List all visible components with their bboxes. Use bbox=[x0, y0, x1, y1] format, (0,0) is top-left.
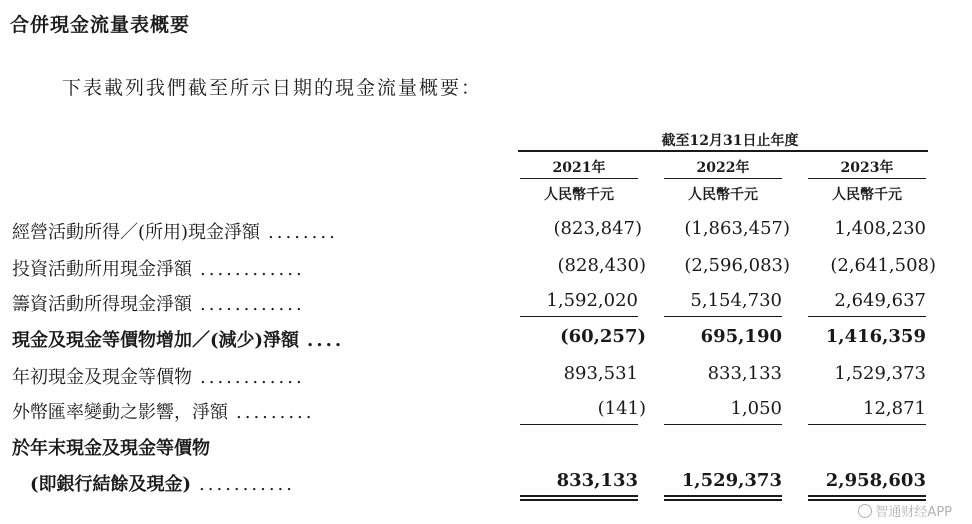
row-label: 於年末現金及現金等價物 bbox=[12, 438, 210, 459]
total-double-rule bbox=[664, 495, 782, 497]
row-value: (823,847) bbox=[553, 218, 642, 239]
intro-text: 下表載列我們截至所示日期的現金流量概要： bbox=[62, 77, 483, 99]
row-label: 經營活動所得／(所用)現金淨額 bbox=[12, 222, 261, 243]
row-label: 年初現金及現金等價物 bbox=[12, 367, 192, 388]
page-title: 合併現金流量表概要 bbox=[10, 14, 191, 36]
subtotal-rule bbox=[520, 316, 638, 317]
row-value: 1,050 bbox=[730, 398, 782, 419]
row-value: (828,430) bbox=[557, 255, 646, 276]
leader-dots: .... bbox=[307, 330, 345, 351]
row-value: 1,416,359 bbox=[825, 326, 926, 347]
total-double-rule bbox=[520, 499, 638, 501]
col-year-rule bbox=[664, 178, 782, 179]
subtotal-rule bbox=[664, 316, 782, 317]
col-unit-2021: 人民幣千元 bbox=[544, 187, 614, 203]
row-value: (141) bbox=[597, 398, 646, 419]
leader-dots: ......... bbox=[236, 402, 315, 423]
row-value: 5,154,730 bbox=[690, 290, 782, 311]
row-value: 1,408,230 bbox=[834, 218, 926, 239]
row-value: 695,190 bbox=[700, 326, 782, 347]
subtotal-rule bbox=[808, 316, 926, 317]
col-year-rule bbox=[808, 178, 926, 179]
col-year-2022: 2022年 bbox=[696, 160, 750, 176]
row-value: 1,529,373 bbox=[834, 363, 926, 384]
row-label: 投資活動所用現金淨額 bbox=[12, 259, 192, 280]
subtotal-rule bbox=[664, 424, 782, 425]
row-value: 833,133 bbox=[556, 470, 638, 491]
row-value: 1,592,020 bbox=[546, 290, 638, 311]
leader-dots: ........... bbox=[199, 474, 295, 495]
row-value: (60,257) bbox=[560, 326, 646, 347]
row-label: 外幣匯率變動之影響，淨額 bbox=[12, 402, 228, 423]
row-value: (2,641,508) bbox=[830, 255, 936, 276]
period-header: 截至12月31日止年度 bbox=[661, 133, 799, 149]
row-value: 1,529,373 bbox=[681, 470, 782, 491]
row-value: 2,649,637 bbox=[834, 290, 926, 311]
row-label: 現金及現金等價物增加／(減少)淨額 bbox=[12, 330, 300, 351]
row-label: (即銀行結餘及現金) bbox=[30, 474, 192, 495]
leader-dots: ........ bbox=[268, 222, 338, 243]
leader-dots: ............ bbox=[200, 259, 305, 280]
col-year-2023: 2023年 bbox=[840, 160, 894, 176]
watermark-text: 智通财经APP bbox=[875, 505, 952, 520]
watermark bbox=[858, 501, 952, 520]
col-unit-2023: 人民幣千元 bbox=[832, 187, 902, 203]
col-year-rule bbox=[520, 178, 638, 179]
row-value: 12,871 bbox=[863, 398, 926, 419]
row-value: 833,133 bbox=[707, 363, 782, 384]
row-value: 2,958,603 bbox=[825, 470, 926, 491]
col-unit-2022: 人民幣千元 bbox=[688, 187, 758, 203]
row-value: 893,531 bbox=[563, 363, 638, 384]
subtotal-rule bbox=[808, 424, 926, 425]
total-double-rule bbox=[520, 495, 638, 497]
watermark-logo-icon bbox=[858, 504, 872, 518]
row-label: 籌資活動所得現金淨額 bbox=[12, 294, 192, 315]
leader-dots: ............ bbox=[200, 294, 305, 315]
row-value: (1,863,457) bbox=[684, 218, 790, 239]
row-value: (2,596,083) bbox=[684, 255, 790, 276]
subtotal-rule bbox=[520, 424, 638, 425]
leader-dots: ............ bbox=[200, 367, 305, 388]
total-double-rule bbox=[808, 495, 926, 497]
total-double-rule bbox=[664, 499, 782, 501]
period-underline bbox=[518, 150, 928, 152]
col-year-2021: 2021年 bbox=[552, 160, 606, 176]
